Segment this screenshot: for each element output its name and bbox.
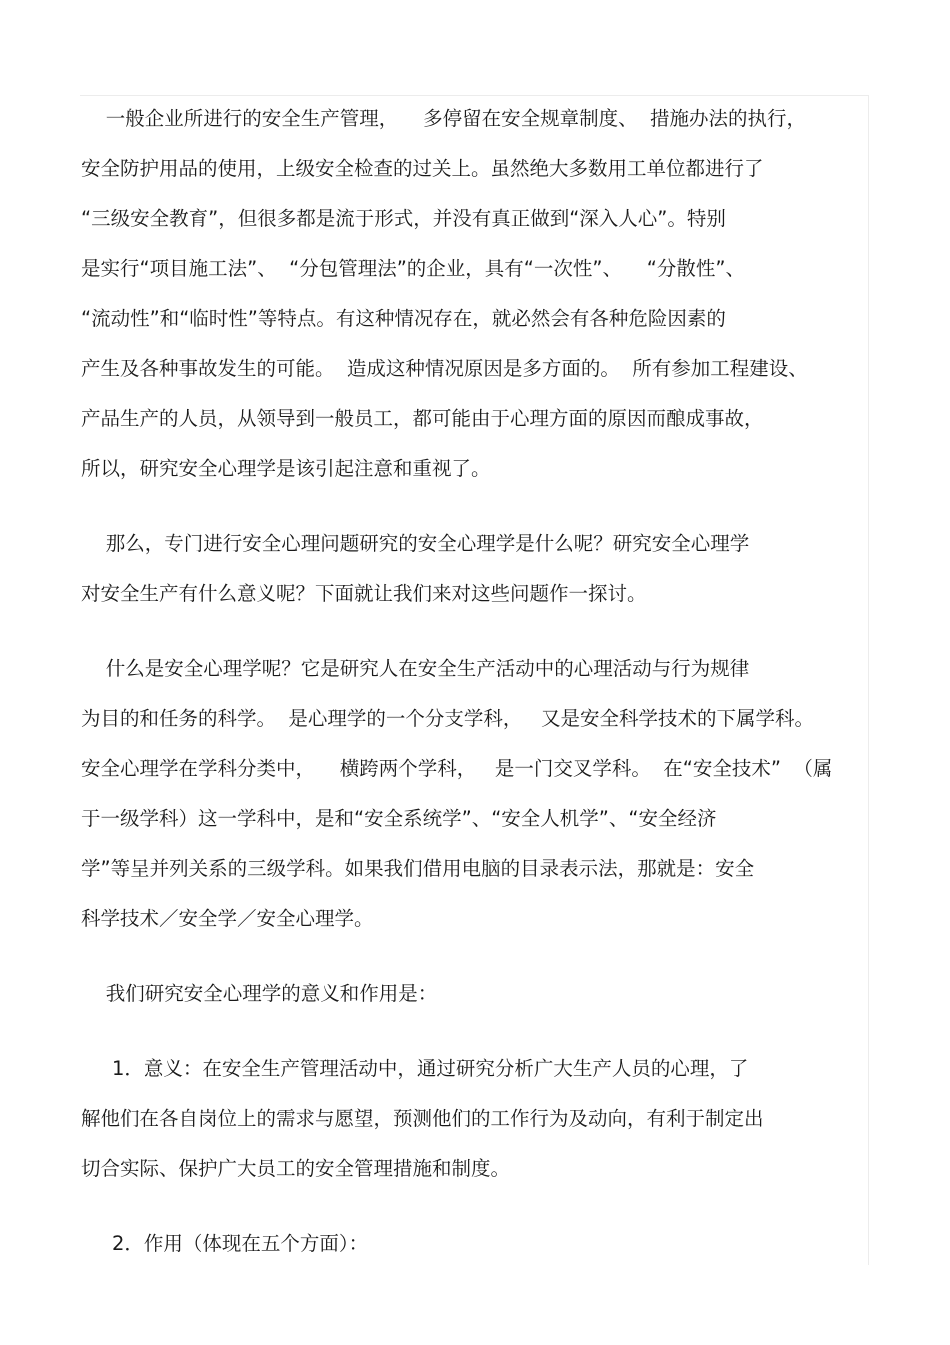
page-top-border <box>80 95 869 96</box>
text-line: 产生及各种事故发生的可能。 造成这种情况原因是多方面的。 所有参加工程建设、 <box>81 357 808 380</box>
paragraph-meaning <box>81 1050 868 1200</box>
text-line: 科学技术／安全学／安全心理学。 <box>81 907 374 930</box>
page-right-border <box>868 95 869 1265</box>
text-line: 什么是安全心理学呢？它是研究人在安全生产活动中的心理活动与行为规律 <box>81 657 750 680</box>
paragraph-intro <box>81 100 868 500</box>
text-line: 是实行“项目施工法”、 “分包管理法”的企业，具有“一次性”、 “分散性”、 <box>81 257 746 280</box>
text-line: 产品生产的人员，从领导到一般员工，都可能由于心理方面的原因而酿成事故， <box>81 407 764 430</box>
paragraph-definition <box>81 650 868 950</box>
text-line: 安全心理学在学科分类中， 横跨两个学科， 是一门交叉学科。 在“安全技术” （属 <box>81 757 833 780</box>
text-line: 1．意义：在安全生产管理活动中，通过研究分析广大生产人员的心理，了 <box>81 1057 749 1080</box>
text-line: 所以，研究安全心理学是该引起注意和重视了。 <box>81 457 491 480</box>
text-line: “流动性”和“临时性”等特点。有这种情况存在，就必然会有各种危险因素的 <box>81 307 726 330</box>
text-line: 于一级学科）这一学科中，是和“安全系统学”、“安全人机学”、“安全经济 <box>81 807 717 830</box>
text-line: 2．作用（体现在五个方面）： <box>81 1232 369 1255</box>
text-line: 一般企业所进行的安全生产管理， 多停留在安全规章制度、 措施办法的执行， <box>81 107 806 130</box>
paragraph-gap <box>81 950 868 975</box>
text-line: 安全防护用品的使用，上级安全检查的过关上。虽然绝大多数用工单位都进行了 <box>81 157 764 180</box>
paragraph-gap <box>81 500 868 525</box>
text-line: 我们研究安全心理学的意义和作用是： <box>81 982 438 1005</box>
paragraph-gap <box>81 625 868 650</box>
text-line: 对安全生产有什么意义呢？下面就让我们来对这些问题作一探讨。 <box>81 582 647 605</box>
text-line: 那么，专门进行安全心理问题研究的安全心理学是什么呢？研究安全心理学 <box>81 532 750 555</box>
text-line: 切合实际、保护广大员工的安全管理措施和制度。 <box>81 1157 511 1180</box>
paragraph-purpose-intro <box>81 975 868 1025</box>
paragraph-question <box>81 525 868 625</box>
paragraph-function <box>81 1225 868 1275</box>
text-line: 为目的和任务的科学。 是心理学的一个分支学科， 又是安全科学技术的下属学科。 <box>81 707 814 730</box>
paragraph-gap <box>81 1200 868 1225</box>
text-line: “三级安全教育”，但很多都是流于形式，并没有真正做到“深入人心”。特别 <box>81 207 726 230</box>
text-line: 解他们在各自岗位上的需求与愿望，预测他们的工作行为及动向，有利于制定出 <box>81 1107 764 1130</box>
text-line: 学”等呈并列关系的三级学科。如果我们借用电脑的目录表示法，那就是：安全 <box>81 857 755 880</box>
document-body <box>81 100 868 1275</box>
paragraph-gap <box>81 1025 868 1050</box>
